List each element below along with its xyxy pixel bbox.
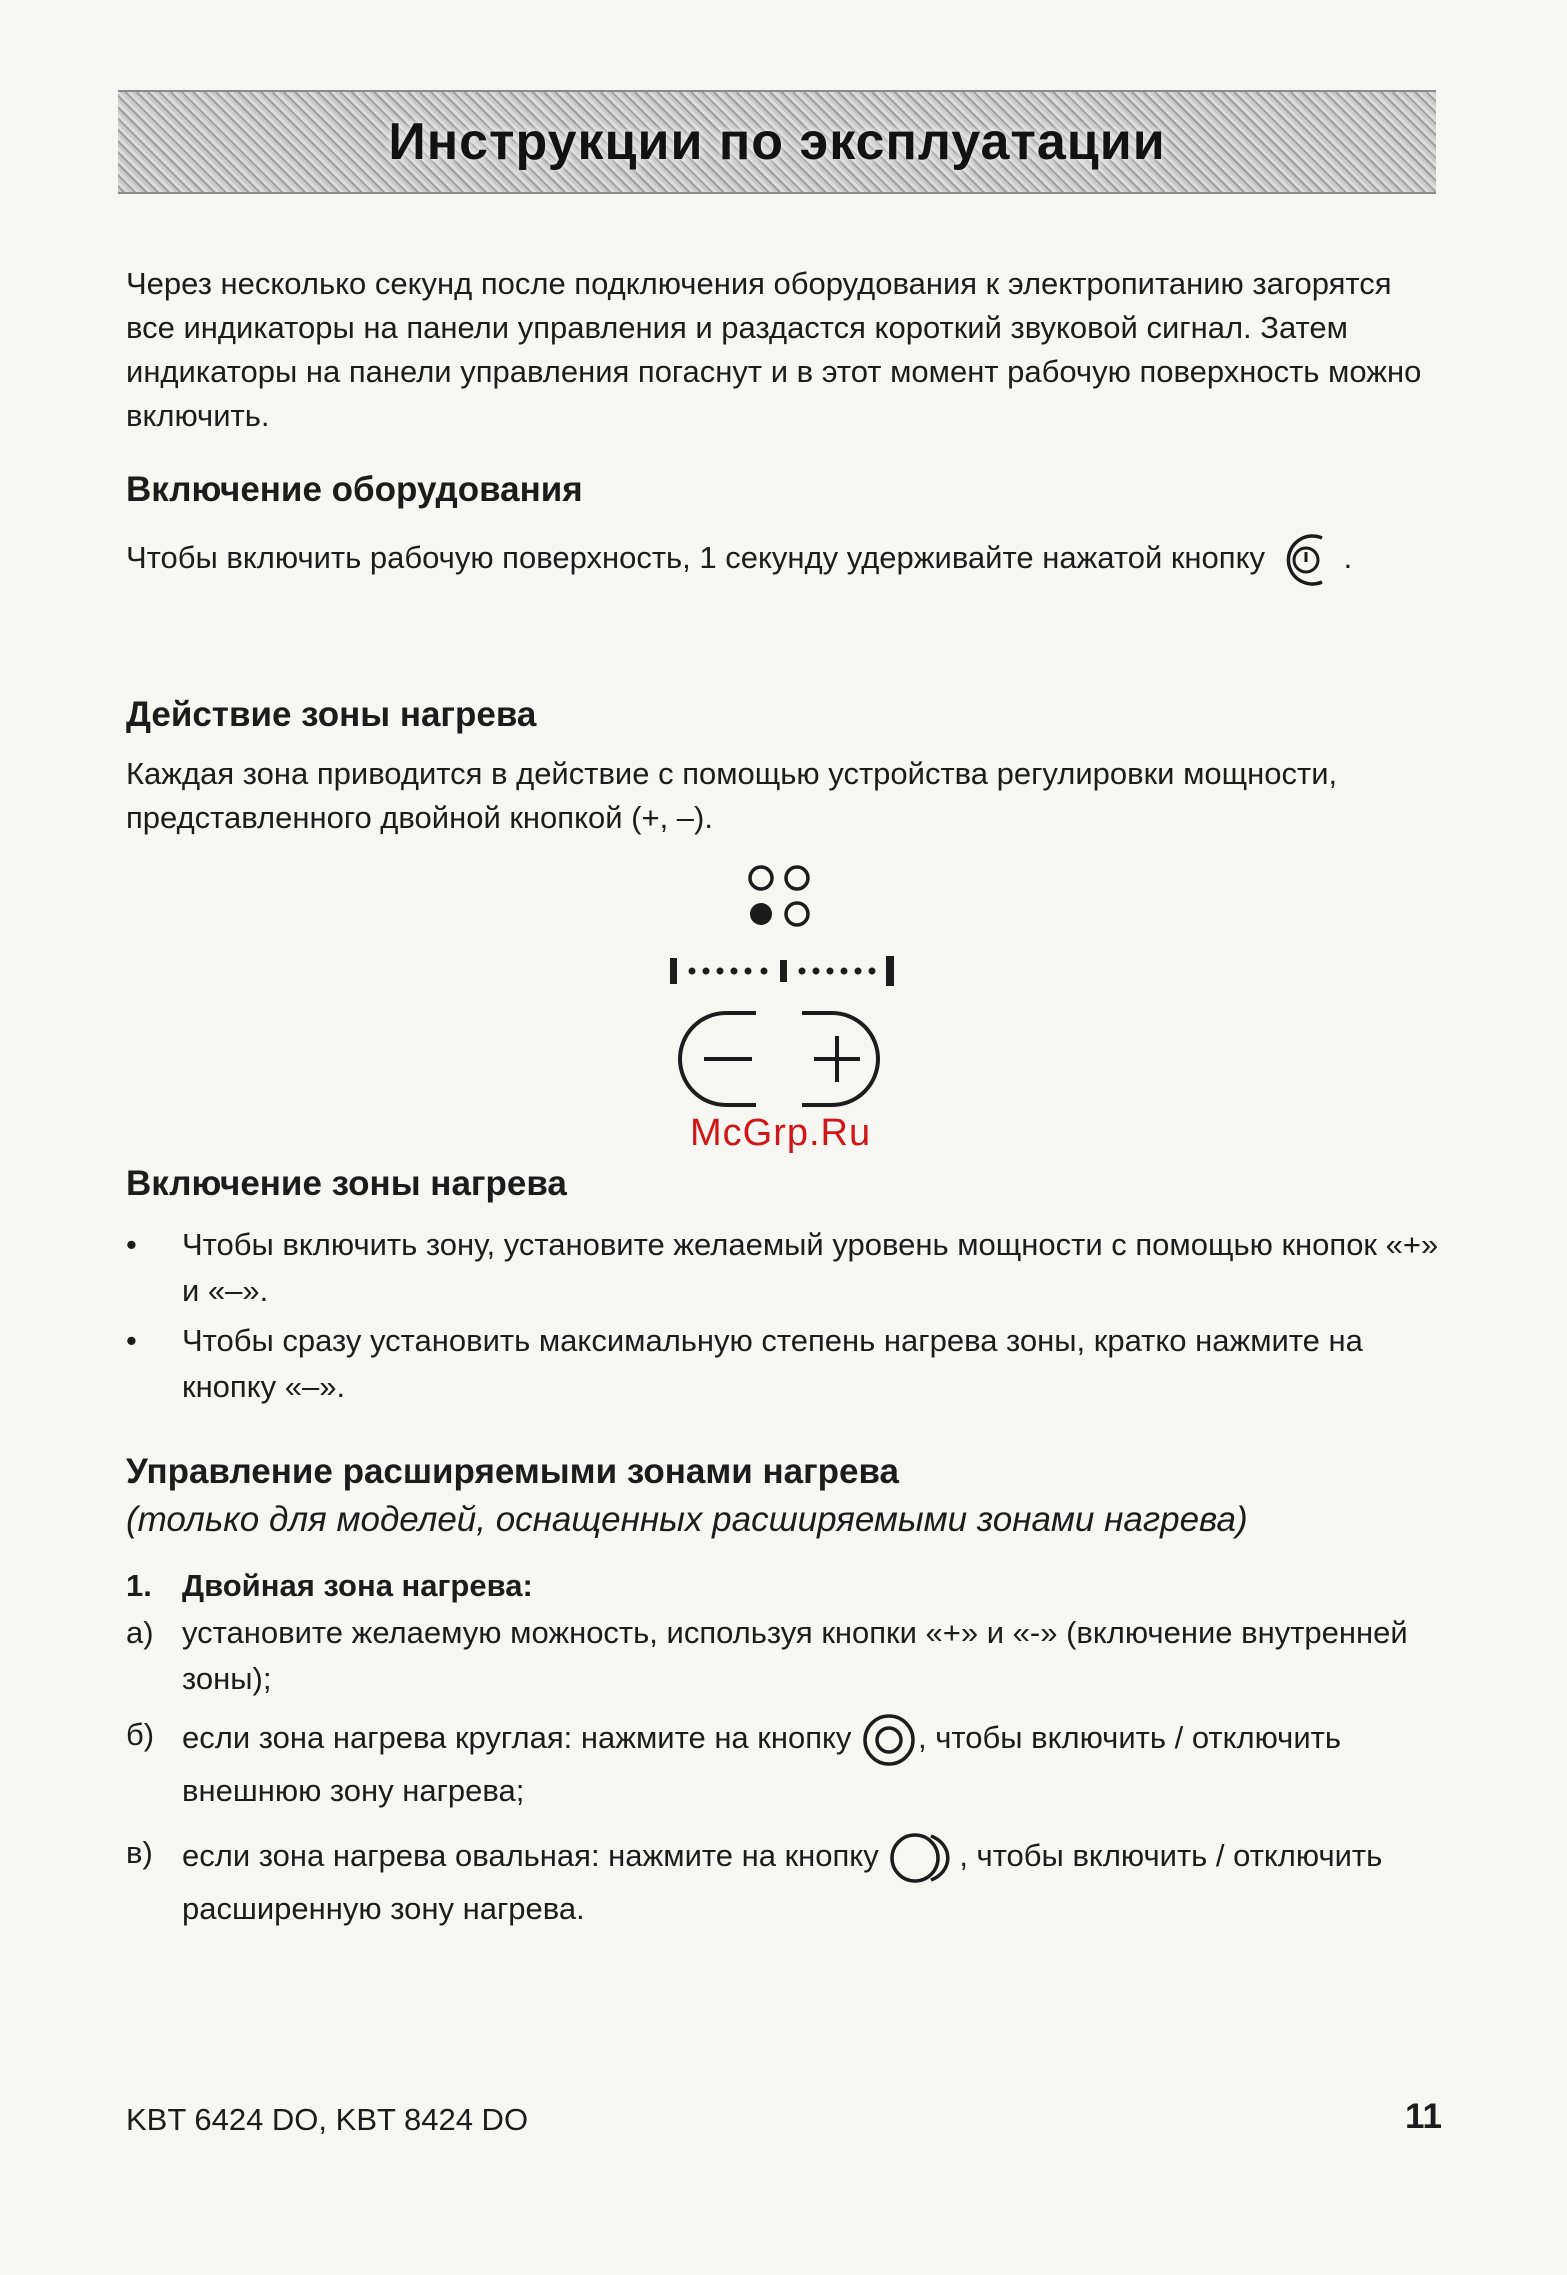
footer-models: KBT 6424 DO, KBT 8424 DO: [126, 2102, 529, 2137]
bullet-marker: •: [126, 1227, 137, 1262]
page-title: Инструкции по эксплуатации: [388, 113, 1166, 171]
power-on-end: .: [1343, 540, 1353, 576]
list-item: [126, 1610, 1456, 1702]
item-number: 1.: [126, 1568, 152, 1603]
heading-zone-on: Включение зоны нагрева: [126, 1164, 567, 1203]
power-on-paragraph: [126, 530, 1426, 590]
zone-indicator-icon: [735, 858, 825, 934]
list-item: [126, 1830, 1456, 1932]
page-number: 11: [1405, 2097, 1442, 2136]
double-ring-button-icon: [860, 1712, 918, 1768]
header-banner: [118, 90, 1436, 194]
subheading-models-note: (только для моделей, оснащенных расширяемыми зонами нагрева): [126, 1500, 1248, 1539]
item-text-before: если зона нагрева круглая: нажмите на кнопку: [182, 1720, 852, 1756]
item-letter: в): [126, 1835, 153, 1870]
power-button-icon: [1274, 530, 1344, 590]
item-text-after: , чтобы включить / отключить внешнюю зону нагрева;: [182, 1720, 1341, 1808]
bullet-text: Чтобы включить зону, установите желаемый уровень мощности с помощью кнопок «+» и «–».: [182, 1227, 1439, 1308]
item-text-after: , чтобы включить / отключить расширенную зону нагрева.: [182, 1838, 1383, 1926]
item-text-before: если зона нагрева овальная: нажмите на кнопку: [182, 1838, 879, 1874]
list-item: [126, 1222, 1456, 1314]
zone-action-paragraph: Каждая зона приводится в действие с помощью устройства регулировки мощности, представленного двойной кнопкой (+, –).: [126, 756, 1338, 835]
heading-zone-action: Действие зоны нагрева: [126, 695, 537, 734]
bullet-text: Чтобы сразу установить максимальную степень нагрева зоны, кратко нажмите на кнопку «–».: [182, 1323, 1363, 1404]
list-item: [126, 1712, 1456, 1814]
item-title: Двойная зона нагрева:: [182, 1568, 533, 1603]
bullet-marker: •: [126, 1323, 137, 1358]
intro-paragraph: Через несколько секунд после подключения оборудования к электропитанию загорятся все индикаторы на панели управления и раздастся короткий звуковой сигнал. Затем индикаторы на панели управления погаснут и в этот момент рабочую поверхность можно включить.: [126, 266, 1422, 433]
power-level-scale-icon: [668, 950, 898, 990]
heading-extended-zones: Управление расширяемыми зонами нагрева: [126, 1452, 900, 1491]
oval-zone-button-icon: [887, 1830, 959, 1886]
heading-power-on: Включение оборудования: [126, 470, 583, 509]
watermark: McGrp.Ru: [690, 1112, 872, 1154]
item-text: установите желаемую можность, используя кнопки «+» и «-» (включение внутренней зоны);: [182, 1615, 1408, 1696]
plus-minus-button-icon: [674, 1005, 894, 1113]
item-letter: б): [126, 1717, 155, 1752]
item-letter: а): [126, 1615, 154, 1650]
power-on-text: Чтобы включить рабочую поверхность, 1 секунду удерживайте нажатой кнопку: [126, 540, 1265, 576]
list-item: [126, 1318, 1456, 1410]
list-item: [126, 1563, 1456, 1609]
